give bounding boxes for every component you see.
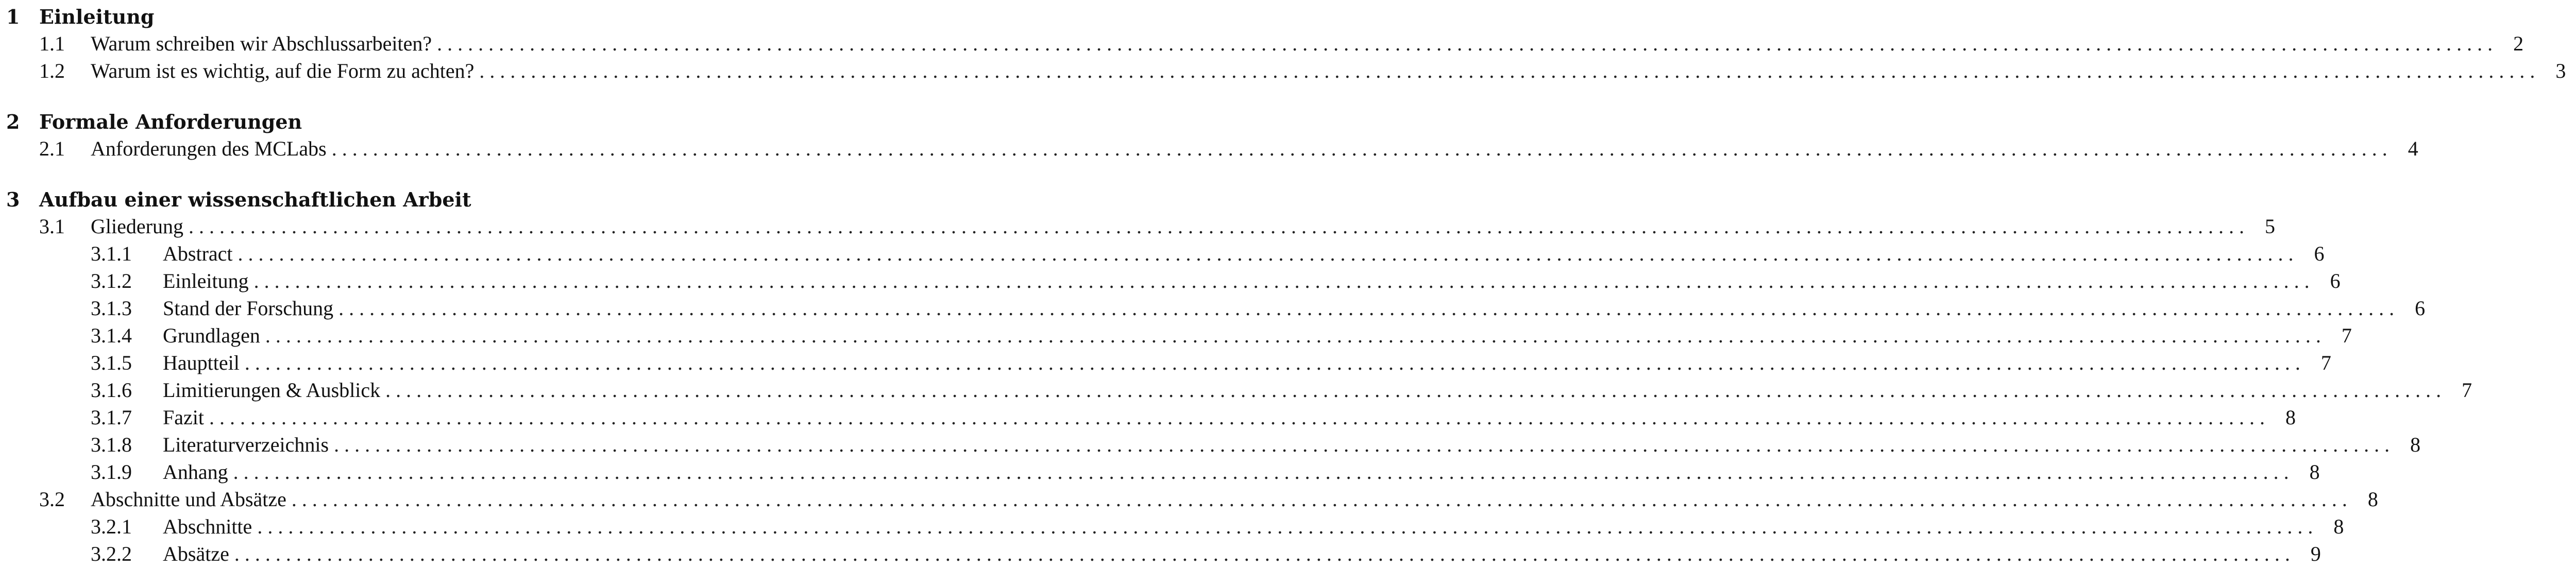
toc-subsection-entry[interactable] xyxy=(6,295,2426,322)
table-of-contents xyxy=(6,0,2566,567)
subsection-title: Abstract xyxy=(163,240,238,267)
section-title: Abschnitte und Absätze xyxy=(91,486,292,513)
subsection-number: 3.1.7 xyxy=(91,406,132,429)
toc-subsection-entry[interactable] xyxy=(6,349,2331,376)
section-number: 1.2 xyxy=(39,59,65,82)
subsection-title: Grundlagen xyxy=(163,322,265,349)
dot-leader: . . . . . . . . . . . . . . . . . . . . . . . . . . . . . . . . . . . . . . . . . . . . . . . . . . . . . . . . . . . . . . . . . . . . . . . . . . . . . . . . . . . . . . . . . . . . . . . . . . . . . . . . . . . . . . . . . . . . . . . . . . . . . . . . . . . . . . . . . . . . . . . . . . . . . . . . . . . . . . . . . . . . . . . . . . . . . . . . . . . . . . . . . . . . . . . . . . . . . . . . xyxy=(257,515,2313,538)
section-number: 3.1 xyxy=(39,215,65,238)
dot-leader: . . . . . . . . . . . . . . . . . . . . . . . . . . . . . . . . . . . . . . . . . . . . . . . . . . . . . . . . . . . . . . . . . . . . . . . . . . . . . . . . . . . . . . . . . . . . . . . . . . . . . . . . . . . . . . . . . . . . . . . . . . . . . . . . . . . . . . . . . . . . . . . . . . . . . . . . . . . . . . . . . . . . . . . . . . . . . . . . . . . . . . . . . . . . . . . . . . . . . . . . xyxy=(385,378,2442,402)
subsection-number: 3.1.5 xyxy=(91,351,132,374)
dot-leader: . . . . . . . . . . . . . . . . . . . . . . . . . . . . . . . . . . . . . . . . . . . . . . . . . . . . . . . . . . . . . . . . . . . . . . . . . . . . . . . . . . . . . . . . . . . . . . . . . . . . . . . . . . . . . . . . . . . . . . . . . . . . . . . . . . . . . . . . . . . . . . . . . . . . . . . . . . . . . . . . . . . . . . . . . . . . . . . . . . . . . . . . . . . . . . . . . . . . . . . . xyxy=(331,137,2387,160)
section-number: 2.1 xyxy=(39,137,65,160)
chapter-title: Einleitung xyxy=(39,4,159,30)
toc-chapter-entry[interactable] xyxy=(6,4,868,30)
subsection-page-number: 8 xyxy=(2410,433,2421,456)
section-title: Warum schreiben wir Abschlussarbeiten? xyxy=(91,30,437,57)
dot-leader: . . . . . . . . . . . . . . . . . . . . . . . . . . . . . . . . . . . . . . . . . . . . . . . . . . . . . . . . . . . . . . . . . . . . . . . . . . . . . . . . . . . . . . . . . . . . . . . . . . . . . . . . . . . . . . . . . . . . . . . . . . . . . . . . . . . . . . . . . . . . . . . . . . . . . . . . . . . . . . . . . . . . . . . . . . . . . . . . . . . . . . . . . . . . . . . . . . . . . . . . xyxy=(291,488,2347,511)
subsection-title: Limitierungen & Ausblick xyxy=(163,376,385,404)
chapter-title: Aufbau einer wissenschaftlichen Arbeit xyxy=(39,187,477,213)
dot-leader: . . . . . . . . . . . . . . . . . . . . . . . . . . . . . . . . . . . . . . . . . . . . . . . . . . . . . . . . . . . . . . . . . . . . . . . . . . . . . . . . . . . . . . . . . . . . . . . . . . . . . . . . . . . . . . . . . . . . . . . . . . . . . . . . . . . . . . . . . . . . . . . . . . . . . . . . . . . . . . . . . . . . . . . . . . . . . . . . . . . . . . . . . . . . . . . . . . . . . . . . xyxy=(244,351,2300,374)
dot-leader: . . . . . . . . . . . . . . . . . . . . . . . . . . . . . . . . . . . . . . . . . . . . . . . . . . . . . . . . . . . . . . . . . . . . . . . . . . . . . . . . . . . . . . . . . . . . . . . . . . . . . . . . . . . . . . . . . . . . . . . . . . . . . . . . . . . . . . . . . . . . . . . . . . . . . . . . . . . . . . . . . . . . . . . . . . . . . . . . . . . . . . . . . . . . . . . . . . . . . . . . xyxy=(234,542,2290,565)
toc-section-entry[interactable] xyxy=(6,213,2275,240)
subsection-page-number: 8 xyxy=(2285,406,2296,429)
toc-section-entry[interactable] xyxy=(6,57,2566,84)
dot-leader: . . . . . . . . . . . . . . . . . . . . . . . . . . . . . . . . . . . . . . . . . . . . . . . . . . . . . . . . . . . . . . . . . . . . . . . . . . . . . . . . . . . . . . . . . . . . . . . . . . . . . . . . . . . . . . . . . . . . . . . . . . . . . . . . . . . . . . . . . . . . . . . . . . . . . . . . . . . . . . . . . . . . . . . . . . . . . . . . . . . . . . . . . . . . . . . . . . . . . . . . xyxy=(233,460,2289,483)
toc-subsection-entry[interactable] xyxy=(6,322,2352,349)
subsection-page-number: 7 xyxy=(2320,351,2331,374)
section-number: 1.1 xyxy=(39,32,65,55)
toc-subsection-entry[interactable] xyxy=(6,458,2320,486)
subsection-page-number: 8 xyxy=(2309,460,2320,483)
dot-leader: . . . . . . . . . . . . . . . . . . . . . . . . . . . . . . . . . . . . . . . . . . . . . . . . . . . . . . . . . . . . . . . . . . . . . . . . . . . . . . . . . . . . . . . . . . . . . . . . . . . . . . . . . . . . . . . . . . . . . . . . . . . . . . . . . . . . . . . . . . . . . . . . . . . . . . . . . . . . . . . . . . . . . . . . . . . . . . . . . . . . . . . . . . . . . . . . . . . . . . . . xyxy=(437,32,2493,55)
toc-subsection-entry[interactable] xyxy=(6,404,2296,431)
toc-subsection-entry[interactable] xyxy=(6,431,2421,458)
subsection-number: 3.1.8 xyxy=(91,433,132,456)
toc-subsection-entry[interactable] xyxy=(6,267,2341,295)
toc-chapter xyxy=(6,4,2566,84)
section-number: 3.2 xyxy=(39,488,65,511)
subsection-page-number: 7 xyxy=(2462,378,2472,402)
subsection-number: 3.1.9 xyxy=(91,460,132,483)
dot-leader: . . . . . . . . . . . . . . . . . . . . . . . . . . . . . . . . . . . . . . . . . . . . . . . . . . . . . . . . . . . . . . . . . . . . . . . . . . . . . . . . . . . . . . . . . . . . . . . . . . . . . . . . . . . . . . . . . . . . . . . . . . . . . . . . . . . . . . . . . . . . . . . . . . . . . . . . . . . . . . . . . . . . . . . . . . . . . . . . . . . . . . . . . . . . . . . . . . . . . . . . xyxy=(253,269,2310,292)
chapter-number: 3 xyxy=(6,188,20,211)
toc-subsection-entry[interactable] xyxy=(6,376,2472,404)
subsection-title: Einleitung xyxy=(163,267,254,295)
subsection-page-number: 7 xyxy=(2341,324,2352,347)
subsection-page-number: 6 xyxy=(2314,242,2325,265)
subsection-page-number: 6 xyxy=(2330,269,2341,292)
toc-subsection-entry[interactable] xyxy=(6,540,2321,567)
subsection-title: Stand der Forschung xyxy=(163,295,338,322)
dot-leader: . . . . . . . . . . . . . . . . . . . . . . . . . . . . . . . . . . . . . . . . . . . . . . . . . . . . . . . . . . . . . . . . . . . . . . . . . . . . . . . . . . . . . . . . . . . . . . . . . . . . . . . . . . . . . . . . . . . . . . . . . . . . . . . . . . . . . . . . . . . . . . . . . . . . . . . . . . . . . . . . . . . . . . . . . . . . . . . . . . . . . . . . . . . . . . . . . . . . . . . . xyxy=(479,59,2535,82)
subsection-number: 3.2.1 xyxy=(91,515,132,538)
section-page-number: 8 xyxy=(2367,488,2378,511)
toc-section-entry[interactable] xyxy=(6,135,2418,162)
dot-leader: . . . . . . . . . . . . . . . . . . . . . . . . . . . . . . . . . . . . . . . . . . . . . . . . . . . . . . . . . . . . . . . . . . . . . . . . . . . . . . . . . . . . . . . . . . . . . . . . . . . . . . . . . . . . . . . . . . . . . . . . . . . . . . . . . . . . . . . . . . . . . . . . . . . . . . . . . . . . . . . . . . . . . . . . . . . . . . . . . . . . . . . . . . . . . . . . . . . . . . . . xyxy=(238,242,2294,265)
section-page-number: 2 xyxy=(2513,32,2524,55)
subsection-number: 3.1.6 xyxy=(91,378,132,402)
subsection-title: Abschnitte xyxy=(163,513,257,540)
subsection-page-number: 9 xyxy=(2310,542,2321,565)
section-title: Warum ist es wichtig, auf die Form zu achten? xyxy=(91,57,479,84)
subsection-title: Absätze xyxy=(163,540,234,567)
section-page-number: 5 xyxy=(2264,215,2275,238)
section-page-number: 3 xyxy=(2555,59,2566,82)
subsection-number: 3.1.1 xyxy=(91,242,132,265)
subsection-title: Fazit xyxy=(163,404,209,431)
chapter-title: Formale Anforderungen xyxy=(39,109,307,135)
subsection-title: Literaturverzeichnis xyxy=(163,431,334,458)
toc-chapter xyxy=(6,187,2472,567)
subsection-number: 3.2.2 xyxy=(91,542,132,565)
dot-leader: . . . . . . . . . . . . . . . . . . . . . . . . . . . . . . . . . . . . . . . . . . . . . . . . . . . . . . . . . . . . . . . . . . . . . . . . . . . . . . . . . . . . . . . . . . . . . . . . . . . . . . . . . . . . . . . . . . . . . . . . . . . . . . . . . . . . . . . . . . . . . . . . . . . . . . . . . . . . . . . . . . . . . . . . . . . . . . . . . . . . . . . . . . . . . . . . . . . . . . . . xyxy=(334,433,2390,456)
dot-leader: . . . . . . . . . . . . . . . . . . . . . . . . . . . . . . . . . . . . . . . . . . . . . . . . . . . . . . . . . . . . . . . . . . . . . . . . . . . . . . . . . . . . . . . . . . . . . . . . . . . . . . . . . . . . . . . . . . . . . . . . . . . . . . . . . . . . . . . . . . . . . . . . . . . . . . . . . . . . . . . . . . . . . . . . . . . . . . . . . . . . . . . . . . . . . . . . . . . . . . . . xyxy=(188,215,2244,238)
toc-subsection-entry[interactable] xyxy=(6,240,2325,267)
subsection-page-number: 8 xyxy=(2333,515,2344,538)
toc-subsection-entry[interactable] xyxy=(6,513,2344,540)
subsection-title: Anhang xyxy=(163,458,233,486)
subsection-number: 3.1.2 xyxy=(91,269,132,292)
dot-leader: . . . . . . . . . . . . . . . . . . . . . . . . . . . . . . . . . . . . . . . . . . . . . . . . . . . . . . . . . . . . . . . . . . . . . . . . . . . . . . . . . . . . . . . . . . . . . . . . . . . . . . . . . . . . . . . . . . . . . . . . . . . . . . . . . . . . . . . . . . . . . . . . . . . . . . . . . . . . . . . . . . . . . . . . . . . . . . . . . . . . . . . . . . . . . . . . . . . . . . . . xyxy=(209,406,2265,429)
section-page-number: 4 xyxy=(2408,137,2418,160)
chapter-number: 1 xyxy=(6,5,20,28)
dot-leader: . . . . . . . . . . . . . . . . . . . . . . . . . . . . . . . . . . . . . . . . . . . . . . . . . . . . . . . . . . . . . . . . . . . . . . . . . . . . . . . . . . . . . . . . . . . . . . . . . . . . . . . . . . . . . . . . . . . . . . . . . . . . . . . . . . . . . . . . . . . . . . . . . . . . . . . . . . . . . . . . . . . . . . . . . . . . . . . . . . . . . . . . . . . . . . . . . . . . . . . . xyxy=(265,324,2321,347)
subsection-number: 3.1.4 xyxy=(91,324,132,347)
section-title: Gliederung xyxy=(91,213,189,240)
subsection-number: 3.1.3 xyxy=(91,297,132,320)
toc-section-entry[interactable] xyxy=(6,30,2524,57)
section-title: Anforderungen des MCLabs xyxy=(91,135,332,162)
chapter-number: 2 xyxy=(6,110,20,133)
toc-section-entry[interactable] xyxy=(6,486,2378,513)
subsection-title: Hauptteil xyxy=(163,349,245,376)
toc-chapter xyxy=(6,109,2418,162)
toc-chapter-entry[interactable] xyxy=(6,187,868,213)
toc-chapter-entry[interactable] xyxy=(6,109,868,135)
dot-leader: . . . . . . . . . . . . . . . . . . . . . . . . . . . . . . . . . . . . . . . . . . . . . . . . . . . . . . . . . . . . . . . . . . . . . . . . . . . . . . . . . . . . . . . . . . . . . . . . . . . . . . . . . . . . . . . . . . . . . . . . . . . . . . . . . . . . . . . . . . . . . . . . . . . . . . . . . . . . . . . . . . . . . . . . . . . . . . . . . . . . . . . . . . . . . . . . . . . . . . . . xyxy=(338,297,2395,320)
subsection-page-number: 6 xyxy=(2415,297,2426,320)
